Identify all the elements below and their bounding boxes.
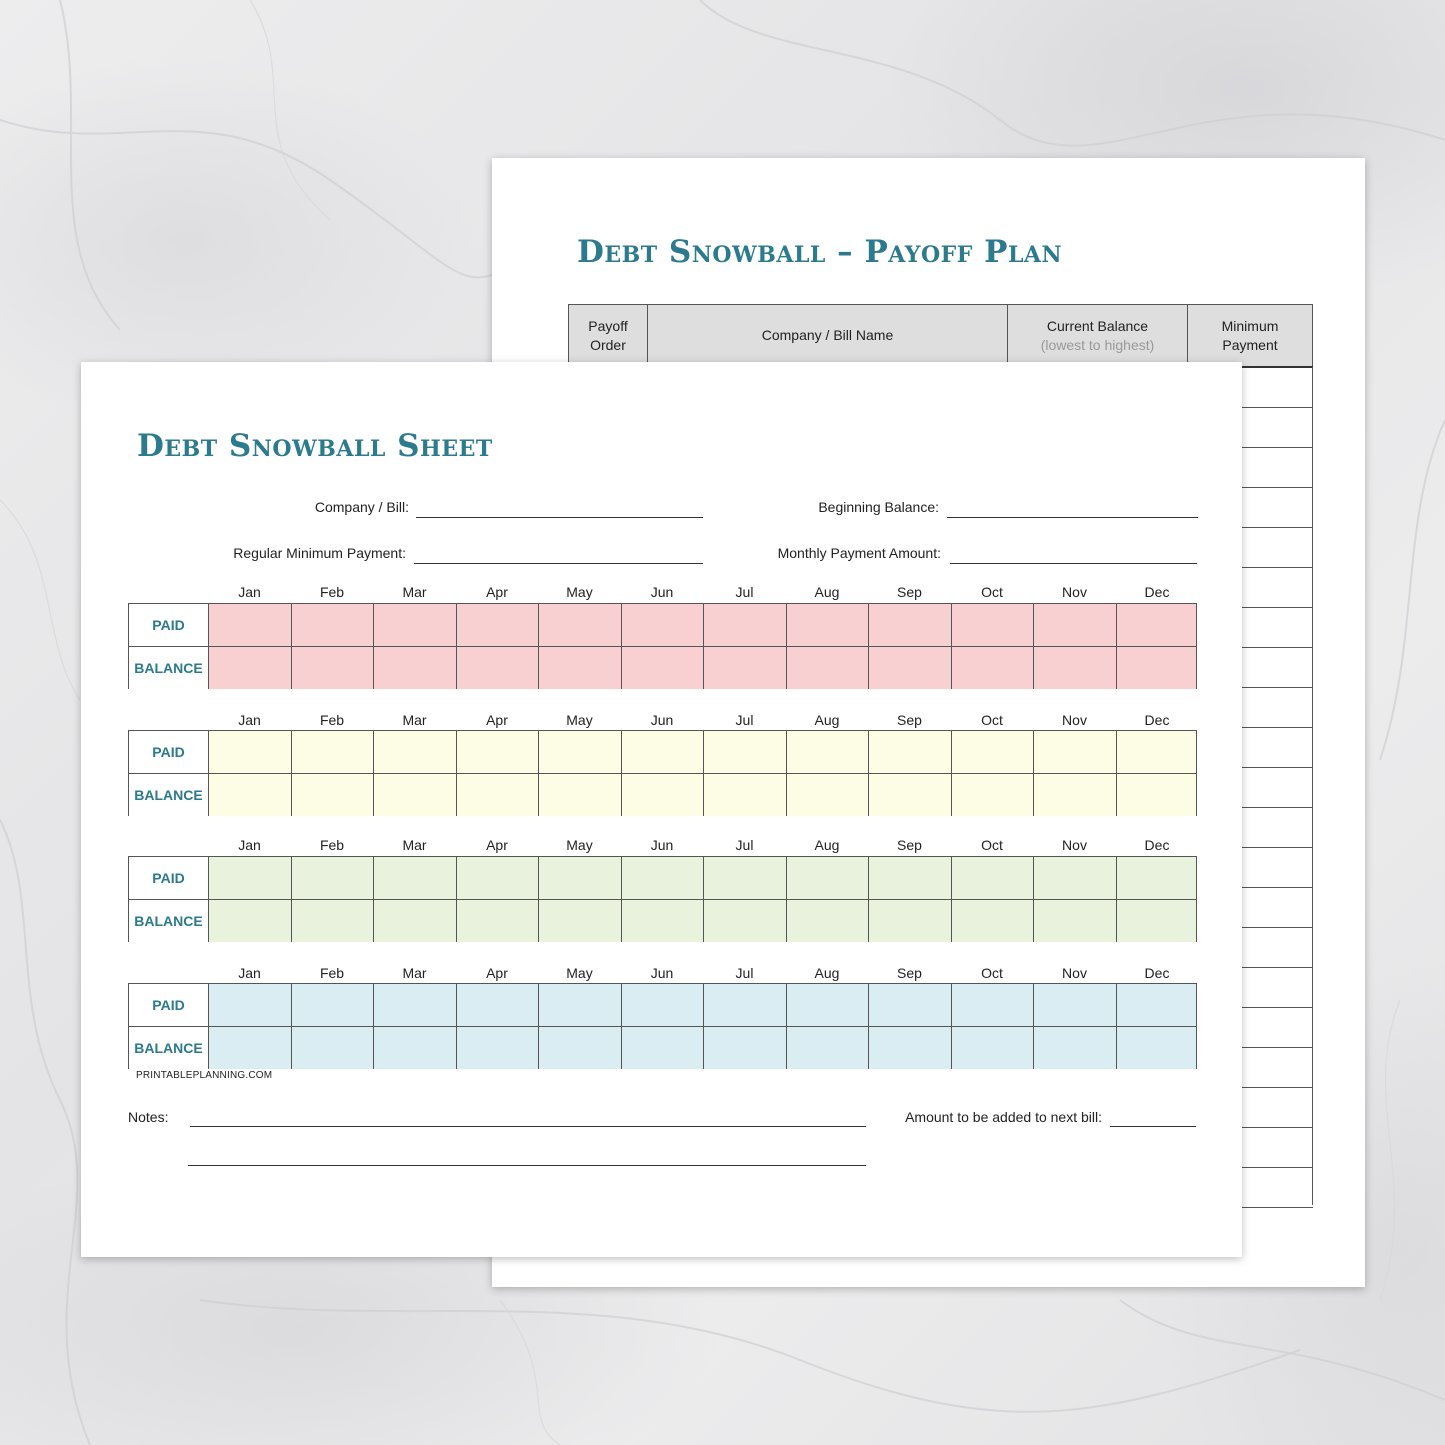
balance-cell[interactable] — [703, 1027, 786, 1069]
balance-cell[interactable] — [1033, 1027, 1116, 1069]
month-label: May — [566, 965, 593, 981]
month-label: Aug — [814, 965, 840, 981]
month-label: Apr — [486, 837, 508, 853]
balance-cell[interactable] — [951, 774, 1034, 816]
header-payoff-order — [568, 304, 648, 367]
balance-cell[interactable] — [621, 1027, 704, 1069]
month-label: Jan — [238, 712, 261, 728]
balance-cell[interactable] — [1116, 647, 1197, 689]
month-label: Jun — [650, 712, 674, 728]
balance-cell[interactable] — [373, 1027, 456, 1069]
paid-cell[interactable] — [538, 857, 621, 899]
balance-cell[interactable] — [786, 647, 869, 689]
paid-cell[interactable] — [868, 984, 951, 1026]
balance-cell[interactable] — [538, 900, 621, 942]
month-label: Jul — [735, 584, 754, 600]
month-label: Apr — [486, 965, 508, 981]
header-text: Payoff — [588, 317, 628, 334]
paid-row-label: PAID — [129, 731, 208, 773]
month-label: Dec — [1144, 584, 1170, 600]
header-subtext: (lowest to highest) — [1040, 336, 1155, 353]
balance-cell[interactable] — [868, 900, 951, 942]
paid-cell[interactable] — [703, 604, 786, 646]
balance-cell[interactable] — [868, 1027, 951, 1069]
snowball-sheet-title: Debt Snowball Sheet — [137, 428, 493, 464]
balance-cell[interactable] — [538, 1027, 621, 1069]
month-label: Mar — [402, 712, 427, 728]
paid-cell[interactable] — [538, 984, 621, 1026]
month-label: May — [566, 837, 593, 853]
paid-cell[interactable] — [1033, 604, 1116, 646]
snowball-sheet-page — [81, 362, 1242, 1257]
payment-grid — [128, 983, 1197, 1069]
paid-row-label: PAID — [129, 984, 208, 1026]
month-label: Mar — [402, 837, 427, 853]
paid-cell[interactable] — [456, 984, 539, 1026]
month-label: Feb — [319, 712, 345, 728]
payoff-plan-title: Debt Snowball – Payoff Plan — [577, 234, 1063, 270]
paid-cell[interactable] — [208, 984, 291, 1026]
notes-line-1[interactable] — [190, 1126, 866, 1127]
balance-row-label: BALANCE — [129, 1027, 208, 1069]
paid-cell[interactable] — [373, 984, 456, 1026]
paid-cell[interactable] — [373, 731, 456, 773]
header-text: Payment — [1222, 336, 1278, 353]
notes-line-2[interactable] — [188, 1165, 866, 1166]
balance-cell[interactable] — [538, 647, 621, 689]
paid-cell[interactable] — [208, 857, 291, 899]
paid-row-label: PAID — [129, 604, 208, 646]
month-label: Nov — [1062, 712, 1087, 728]
paid-cell[interactable] — [373, 857, 456, 899]
regular-minimum-payment-field[interactable] — [414, 563, 703, 564]
header-current-balance — [1007, 304, 1188, 367]
month-label: Feb — [319, 584, 345, 600]
month-label: Jan — [238, 965, 261, 981]
balance-cell[interactable] — [1033, 647, 1116, 689]
notes-label: Notes: — [128, 1109, 169, 1125]
balance-cell[interactable] — [868, 647, 951, 689]
paid-cell[interactable] — [456, 604, 539, 646]
paid-cell[interactable] — [703, 731, 786, 773]
month-label: Feb — [319, 837, 345, 853]
balance-cell[interactable] — [1116, 900, 1197, 942]
month-label: Dec — [1144, 965, 1170, 981]
paid-cell[interactable] — [538, 604, 621, 646]
company-bill-field[interactable] — [416, 517, 703, 518]
paid-cell[interactable] — [291, 604, 374, 646]
balance-cell[interactable] — [373, 647, 456, 689]
paid-cell[interactable] — [1033, 731, 1116, 773]
paid-cell[interactable] — [951, 857, 1034, 899]
paid-cell[interactable] — [951, 984, 1034, 1026]
monthly-payment-amount-label: Monthly Payment Amount: — [777, 545, 941, 561]
beginning-balance-label: Beginning Balance: — [818, 499, 939, 515]
balance-cell[interactable] — [786, 1027, 869, 1069]
month-label: Oct — [981, 965, 1003, 981]
payment-grid — [128, 730, 1197, 816]
month-label: Jul — [735, 965, 754, 981]
balance-cell[interactable] — [373, 900, 456, 942]
row-divider — [129, 1026, 1196, 1027]
row-divider — [129, 899, 1196, 900]
month-label: Jul — [735, 712, 754, 728]
paid-cell[interactable] — [868, 604, 951, 646]
paid-cell[interactable] — [456, 731, 539, 773]
paid-cell[interactable] — [1033, 984, 1116, 1026]
month-label: Sep — [897, 965, 922, 981]
balance-cell[interactable] — [951, 647, 1034, 689]
header-company-bill-name — [647, 304, 1008, 367]
table-column-line — [1312, 367, 1313, 1205]
balance-cell[interactable] — [786, 774, 869, 816]
month-label: Aug — [814, 712, 840, 728]
month-label: Sep — [897, 837, 922, 853]
month-label: Sep — [897, 712, 922, 728]
balance-cell[interactable] — [456, 774, 539, 816]
month-label: Sep — [897, 584, 922, 600]
month-label: Oct — [981, 584, 1003, 600]
paid-cell[interactable] — [951, 731, 1034, 773]
brand-text: PRINTABLEPLANNING.COM — [136, 1070, 273, 1081]
paid-cell[interactable] — [786, 731, 869, 773]
month-label: May — [566, 712, 593, 728]
month-label: Jan — [238, 584, 261, 600]
balance-cell[interactable] — [1116, 774, 1197, 816]
balance-cell[interactable] — [951, 900, 1034, 942]
month-label: Mar — [402, 584, 427, 600]
balance-cell[interactable] — [373, 774, 456, 816]
paid-cell[interactable] — [703, 857, 786, 899]
regular-minimum-payment-label: Regular Minimum Payment: — [233, 545, 406, 561]
month-label: Mar — [402, 965, 427, 981]
balance-cell[interactable] — [208, 774, 291, 816]
month-label: Oct — [981, 712, 1003, 728]
month-label: Aug — [814, 837, 840, 853]
balance-cell[interactable] — [1033, 900, 1116, 942]
balance-cell[interactable] — [621, 900, 704, 942]
balance-cell[interactable] — [703, 647, 786, 689]
amount-next-bill-field[interactable] — [1110, 1126, 1196, 1127]
balance-cell[interactable] — [456, 647, 539, 689]
balance-cell[interactable] — [208, 647, 291, 689]
balance-cell[interactable] — [456, 1027, 539, 1069]
month-label: Nov — [1062, 965, 1087, 981]
row-divider — [129, 773, 1196, 774]
paid-cell[interactable] — [208, 731, 291, 773]
balance-cell[interactable] — [538, 774, 621, 816]
paid-cell[interactable] — [621, 984, 704, 1026]
balance-row-label: BALANCE — [129, 647, 208, 689]
paid-cell[interactable] — [208, 604, 291, 646]
balance-cell[interactable] — [1033, 774, 1116, 816]
payment-grid — [128, 856, 1197, 942]
month-header-row — [208, 837, 1277, 855]
balance-row-label: BALANCE — [129, 774, 208, 816]
paid-cell[interactable] — [291, 731, 374, 773]
month-label: Oct — [981, 837, 1003, 853]
paid-cell[interactable] — [868, 731, 951, 773]
paid-cell[interactable] — [291, 857, 374, 899]
paid-cell[interactable] — [538, 731, 621, 773]
paid-cell[interactable] — [456, 857, 539, 899]
balance-cell[interactable] — [456, 900, 539, 942]
balance-cell[interactable] — [703, 774, 786, 816]
header-minimum-payment — [1187, 304, 1313, 367]
month-label: Dec — [1144, 712, 1170, 728]
paid-row-label: PAID — [129, 857, 208, 899]
payment-grid — [128, 603, 1197, 689]
paid-cell[interactable] — [1116, 857, 1197, 899]
balance-cell[interactable] — [1116, 1027, 1197, 1069]
amount-next-bill-label: Amount to be added to next bill: — [905, 1109, 1102, 1125]
paid-cell[interactable] — [786, 984, 869, 1026]
balance-cell[interactable] — [786, 900, 869, 942]
paid-cell[interactable] — [1116, 731, 1197, 773]
paid-cell[interactable] — [1116, 604, 1197, 646]
balance-cell[interactable] — [291, 1027, 374, 1069]
balance-cell[interactable] — [621, 647, 704, 689]
month-label: Nov — [1062, 837, 1087, 853]
balance-cell[interactable] — [951, 1027, 1034, 1069]
paid-cell[interactable] — [373, 604, 456, 646]
balance-cell[interactable] — [291, 900, 374, 942]
balance-cell[interactable] — [208, 1027, 291, 1069]
month-label: May — [566, 584, 593, 600]
month-header-row — [208, 712, 1277, 730]
month-label: Jun — [650, 584, 674, 600]
balance-row-label: BALANCE — [129, 900, 208, 942]
balance-cell[interactable] — [621, 774, 704, 816]
paid-cell[interactable] — [1116, 984, 1197, 1026]
month-label: Aug — [814, 584, 840, 600]
paid-cell[interactable] — [951, 604, 1034, 646]
paid-cell[interactable] — [291, 984, 374, 1026]
month-label: Apr — [486, 712, 508, 728]
balance-cell[interactable] — [208, 900, 291, 942]
paid-cell[interactable] — [703, 984, 786, 1026]
company-bill-label: Company / Bill: — [314, 499, 409, 515]
header-text: Current Balance — [1046, 317, 1149, 334]
month-label: Jan — [238, 837, 261, 853]
paid-cell[interactable] — [621, 731, 704, 773]
month-label: Feb — [319, 965, 345, 981]
paid-cell[interactable] — [621, 604, 704, 646]
paid-cell[interactable] — [868, 857, 951, 899]
month-label: Dec — [1144, 837, 1170, 853]
balance-cell[interactable] — [868, 774, 951, 816]
paid-cell[interactable] — [621, 857, 704, 899]
month-label: Nov — [1062, 584, 1087, 600]
month-label: Jul — [735, 837, 754, 853]
beginning-balance-field[interactable] — [947, 517, 1198, 518]
month-label: Jun — [650, 965, 674, 981]
month-label: Apr — [486, 584, 508, 600]
header-text: Minimum — [1221, 317, 1279, 334]
balance-cell[interactable] — [703, 900, 786, 942]
row-divider — [129, 646, 1196, 647]
monthly-payment-amount-field[interactable] — [950, 563, 1197, 564]
header-text: Company / Bill Name — [761, 327, 894, 343]
balance-cell[interactable] — [291, 647, 374, 689]
paid-cell[interactable] — [786, 857, 869, 899]
header-text: Order — [590, 336, 626, 353]
month-header-row — [208, 965, 1277, 983]
balance-cell[interactable] — [291, 774, 374, 816]
month-header-row — [208, 584, 1277, 602]
paid-cell[interactable] — [1033, 857, 1116, 899]
paid-cell[interactable] — [786, 604, 869, 646]
month-label: Jun — [650, 837, 674, 853]
